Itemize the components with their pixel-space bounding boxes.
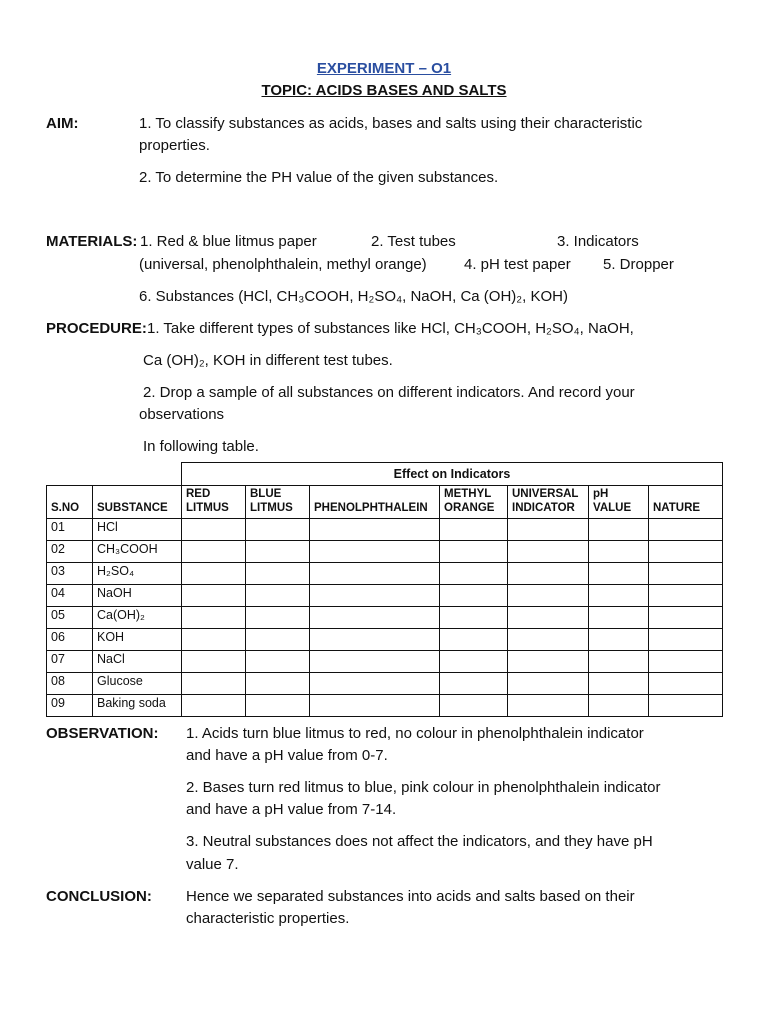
empty-result-cell (310, 628, 440, 650)
empty-result-cell (246, 694, 310, 716)
empty-result-cell (649, 540, 723, 562)
empty-result-cell (649, 584, 723, 606)
empty-result-cell (508, 650, 589, 672)
material-1: 1. Red & blue litmus paper (140, 233, 317, 250)
empty-result-cell (508, 628, 589, 650)
empty-result-cell (589, 518, 649, 540)
empty-result-cell (182, 672, 246, 694)
observation-3: 3. Neutral substances does not affect the indicators, and they have pH (186, 833, 653, 850)
col-header-universal-indicator: UNIVERSAL INDICATOR (508, 486, 589, 519)
sno-cell: 05 (47, 606, 93, 628)
empty-result-cell (508, 606, 589, 628)
substance-cell: CH₃COOH (93, 540, 182, 562)
empty-result-cell (589, 650, 649, 672)
table-row (47, 606, 723, 628)
effect-on-indicators-header: Effect on Indicators (182, 463, 723, 486)
sno-cell: 08 (47, 672, 93, 694)
empty-result-cell (310, 672, 440, 694)
empty-result-cell (649, 628, 723, 650)
empty-result-cell (310, 694, 440, 716)
empty-result-cell (310, 518, 440, 540)
empty-result-cell (508, 540, 589, 562)
col-header-nature: NATURE (649, 486, 723, 519)
empty-result-cell (246, 518, 310, 540)
table-column-header-row (47, 486, 723, 519)
experiment-title: EXPERIMENT – O1 (316, 60, 452, 77)
empty-result-cell (508, 672, 589, 694)
empty-result-cell (310, 584, 440, 606)
empty-result-cell (508, 562, 589, 584)
aim-item-2: 2. To determine the PH value of the given substances. (139, 169, 499, 186)
empty-result-cell (310, 540, 440, 562)
aim-item-1-cont: properties. (139, 137, 210, 154)
empty-result-cell (508, 694, 589, 716)
empty-result-cell (310, 606, 440, 628)
empty-result-cell (440, 606, 508, 628)
empty-result-cell (649, 650, 723, 672)
empty-result-cell (649, 694, 723, 716)
empty-result-cell (246, 540, 310, 562)
aim-item-1: 1. To classify substances as acids, bases and salts using their characteristic (139, 115, 643, 132)
material-6: 6. Substances (HCl, CH₃COOH, H₂SO₄, NaOH, Ca (OH)₂, KOH) (139, 288, 568, 305)
empty-result-cell (440, 562, 508, 584)
sno-cell: 06 (47, 628, 93, 650)
observation-label: OBSERVATION: (46, 725, 159, 742)
empty-result-cell (182, 584, 246, 606)
empty-result-cell (440, 628, 508, 650)
table-row (47, 518, 723, 540)
substance-cell: NaOH (93, 584, 182, 606)
conclusion-text-cont: characteristic properties. (186, 910, 350, 927)
col-header-sno: S.NO (47, 486, 93, 519)
empty-result-cell (649, 562, 723, 584)
table-row (47, 540, 723, 562)
topic-heading: TOPIC: ACIDS BASES AND SALTS (261, 82, 507, 99)
empty-result-cell (589, 606, 649, 628)
observation-table (46, 462, 723, 717)
empty-result-cell (508, 584, 589, 606)
empty-result-cell (649, 518, 723, 540)
observation-2-cont: and have a pH value from 7-14. (186, 801, 397, 818)
empty-result-cell (182, 606, 246, 628)
table-row (47, 694, 723, 716)
empty-result-cell (440, 584, 508, 606)
sno-cell: 09 (47, 694, 93, 716)
observation-2: 2. Bases turn red litmus to blue, pink colour in phenolphthalein indicator (186, 779, 661, 796)
empty-result-cell (440, 650, 508, 672)
empty-result-cell (589, 672, 649, 694)
col-header-red-litmus: RED LITMUS (182, 486, 246, 519)
empty-result-cell (182, 650, 246, 672)
procedure-step-2: 2. Drop a sample of all substances on different indicators. And record your (143, 384, 635, 401)
substance-cell: KOH (93, 628, 182, 650)
empty-result-cell (246, 562, 310, 584)
substance-cell: NaCl (93, 650, 182, 672)
empty-result-cell (589, 628, 649, 650)
procedure-step-1-cont: Ca (OH)₂, KOH in different test tubes. (143, 352, 393, 369)
empty-result-cell (182, 694, 246, 716)
empty-result-cell (440, 694, 508, 716)
procedure-label: PROCEDURE: (46, 320, 147, 337)
empty-result-cell (182, 562, 246, 584)
substance-cell: Glucose (93, 672, 182, 694)
table-row (47, 672, 723, 694)
empty-result-cell (246, 672, 310, 694)
observation-3-cont: value 7. (186, 856, 239, 873)
sno-cell: 01 (47, 518, 93, 540)
substance-cell: HCl (93, 518, 182, 540)
sno-cell: 07 (47, 650, 93, 672)
col-header-blue-litmus: BLUE LITMUS (246, 486, 310, 519)
sno-cell: 02 (47, 540, 93, 562)
conclusion-label: CONCLUSION: (46, 888, 152, 905)
conclusion-text: Hence we separated substances into acids and salts based on their (186, 888, 635, 905)
material-5: 5. Dropper (603, 256, 674, 273)
empty-result-cell (246, 650, 310, 672)
substance-cell: Ca(OH)₂ (93, 606, 182, 628)
empty-result-cell (246, 606, 310, 628)
procedure-step-2-cont: observations (139, 406, 225, 423)
col-header-phenolphthalein: PHENOLPHTHALEIN (310, 486, 440, 519)
empty-result-cell (310, 650, 440, 672)
empty-result-cell (589, 694, 649, 716)
observation-1: 1. Acids turn blue litmus to red, no colour in phenolphthalein indicator (186, 725, 644, 742)
col-header-methyl-orange: METHYL ORANGE (440, 486, 508, 519)
empty-result-cell (508, 518, 589, 540)
empty-result-cell (182, 540, 246, 562)
material-4: 4. pH test paper (464, 256, 571, 273)
empty-result-cell (440, 518, 508, 540)
aim-label: AIM: (46, 115, 79, 132)
material-3: 3. Indicators (557, 233, 639, 250)
empty-result-cell (589, 584, 649, 606)
substance-cell: Baking soda (93, 694, 182, 716)
material-3-cont: (universal, phenolphthalein, methyl orange) (139, 256, 427, 273)
sno-cell: 03 (47, 562, 93, 584)
table-row (47, 628, 723, 650)
procedure-step-3: In following table. (143, 438, 259, 455)
empty-result-cell (310, 562, 440, 584)
empty-result-cell (440, 540, 508, 562)
materials-label: MATERIALS: (46, 233, 138, 250)
table-row (47, 650, 723, 672)
table-group-header-row (47, 463, 723, 486)
table-row (47, 584, 723, 606)
sno-cell: 04 (47, 584, 93, 606)
col-header-ph-value: pH VALUE (589, 486, 649, 519)
material-2: 2. Test tubes (371, 233, 456, 250)
observation-1-cont: and have a pH value from 0-7. (186, 747, 388, 764)
empty-result-cell (649, 672, 723, 694)
empty-result-cell (649, 606, 723, 628)
empty-result-cell (182, 518, 246, 540)
empty-result-cell (589, 540, 649, 562)
empty-result-cell (246, 584, 310, 606)
empty-result-cell (440, 672, 508, 694)
empty-result-cell (182, 628, 246, 650)
substance-cell: H₂SO₄ (93, 562, 182, 584)
procedure-step-1: 1. Take different types of substances like HCl, CH₃COOH, H₂SO₄, NaOH, (147, 320, 634, 337)
table-row (47, 562, 723, 584)
col-header-substance: SUBSTANCE (93, 486, 182, 519)
empty-result-cell (589, 562, 649, 584)
empty-result-cell (246, 628, 310, 650)
